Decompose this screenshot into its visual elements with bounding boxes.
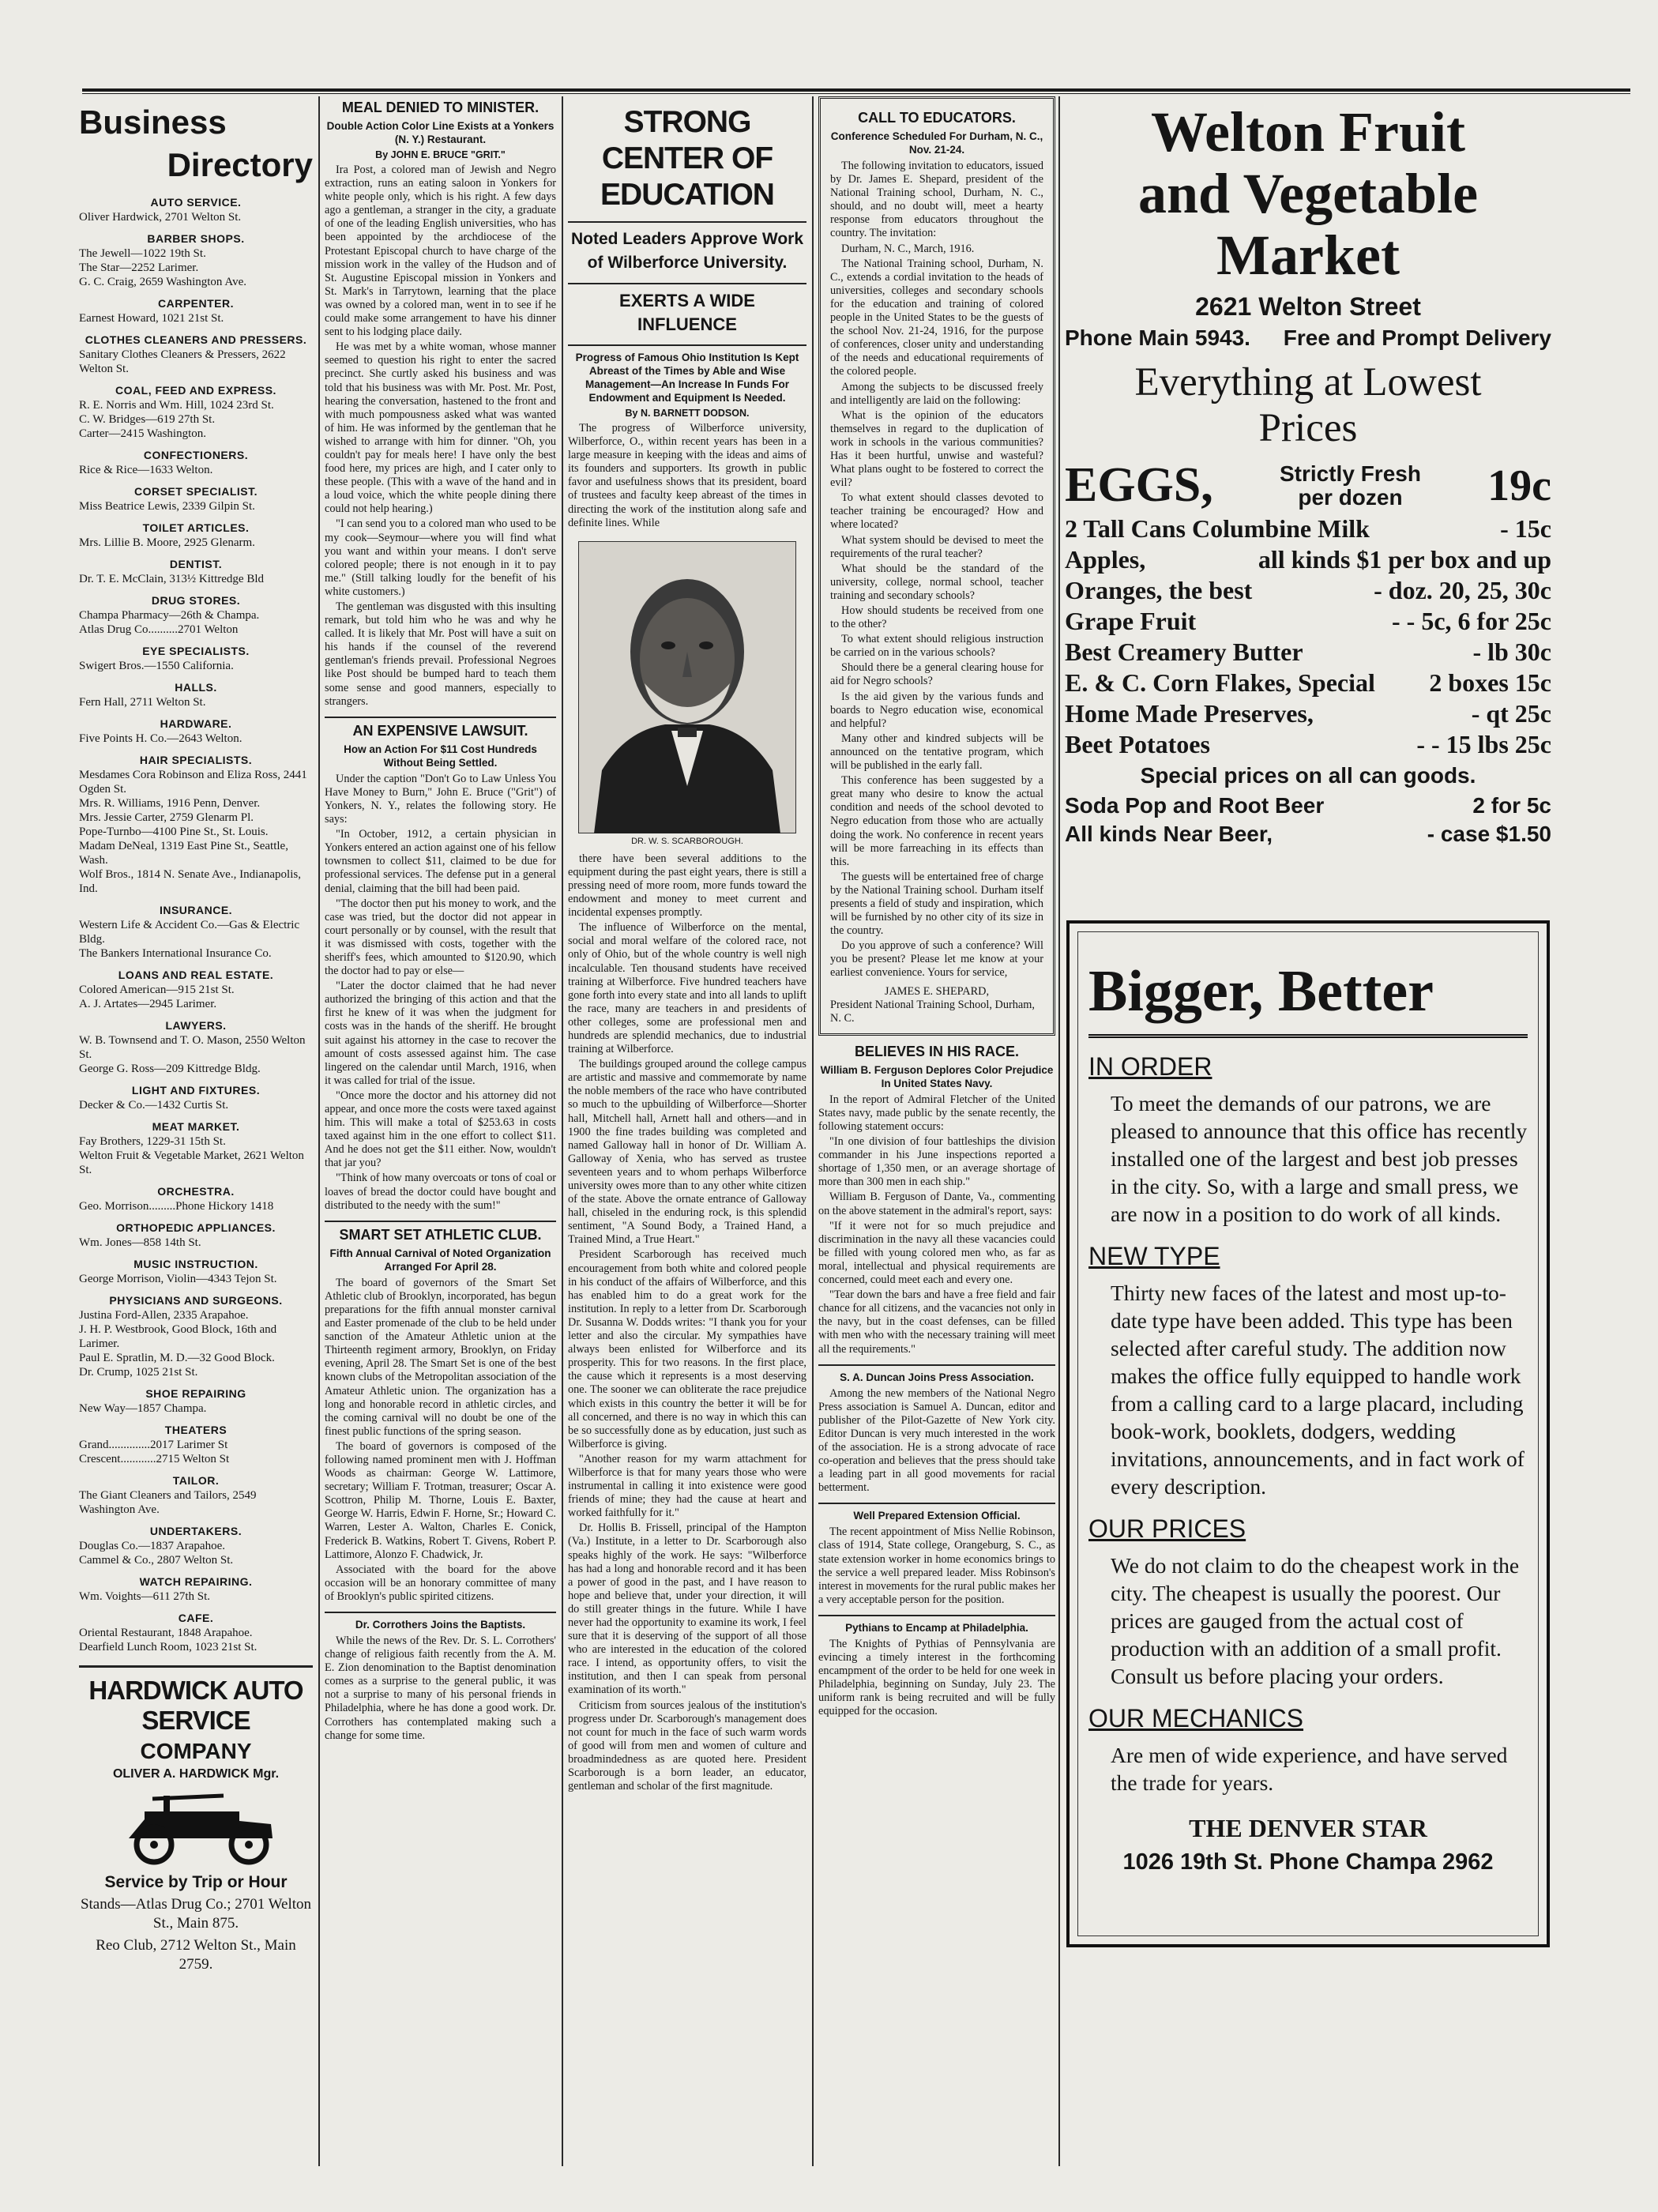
directory-entry: G. C. Craig, 2659 Washington Ave. <box>79 276 246 288</box>
directory-category: UNDERTAKERS. <box>149 1525 242 1537</box>
directory-entry: Champa Pharmacy—26th & Champa. <box>79 609 260 622</box>
column-four <box>818 96 1055 2182</box>
article-paragraph: President Scarborough has received much encouragement from both white and colored people in his conduct of the affairs of Wilberforce, and this has enabled him to do a great work for the institution. In reply to a letter from Dr. Scarborough Dr. Susanna W. Dodds writes: "I thank you for your letter and also the circular. My sympathies have always been enlisted for Wilberforce and its prosperity. This for two reasons. In the first place, the cause which it represents is a most deserving one. The sooner we can obliterate the race prejudice which exists in this country the better it will be for all concerned, and there is no way in which this can be so successfully done as by education, just such as Wilberforce is giving. <box>568 1248 806 1450</box>
directory-entry: Western Life & Accident Co.—Gas & Electric Bldg. <box>79 919 300 946</box>
eggs-price: 19c <box>1487 461 1551 510</box>
directory-category: COAL, FEED AND EXPRESS. <box>115 384 276 397</box>
directory-list <box>79 196 313 1654</box>
article-paragraph: "Another reason for my warm attachment for Wilberforce is that for many years those who were instrumental in calling it into existence were good friends of mine; they had the cause at heart and worked faithfully for it." <box>568 1452 806 1520</box>
article-paragraph: To what extent should classes devoted to teacher training be encouraged? How and where located? <box>830 491 1043 532</box>
item-name: Soda Pop and Root Beer <box>1065 793 1325 818</box>
directory-category: HAIR SPECIALISTS. <box>139 754 253 766</box>
directory-entry: Wm. Voights—611 27th St. <box>79 1590 210 1603</box>
article-paragraph: "In October, 1912, a certain physician in Yonkers entered an action against one of his fellow townsmen to collect $11, claimed to be due for professional services. The defense put in a general denial, claiming that the bill had been paid. <box>325 828 556 895</box>
article-paragraph: "The doctor then put his money to work, and the case was tried, but the doctor did not appear in court personally or by counsel, with the result that it was dismissed with costs, together with the sheriff's fees, which amounted to $120.90, which the doctor had to pay or else— <box>325 897 556 978</box>
directory-entry: Pope-Turnbo—4100 Pine St., St. Louis. <box>79 826 269 838</box>
article-paragraph: William B. Ferguson of Dante, Va., commenting on the above statement in the admiral's report, says: <box>818 1191 1055 1217</box>
article-paragraph: The following invitation to educators, issued by Dr. James E. Shepard, president of the National Training school, Durham, N. C., should, and no doubt will, meet a hearty response from educators throughout the country. The invitation: <box>830 160 1043 240</box>
directory-category: THEATERS <box>164 1424 227 1436</box>
article-paragraph: The National Training school, Durham, N. C., extends a cordial invitation to the heads of universities, colleges and secondary schools for the education and training of colored people in the United States to be the guests of the school Nov. 21-24, 1916, for the purpose of conferences, closer unity and understanding of the needs and educational requirements of the colored people. <box>830 257 1043 378</box>
article-paragraph: Ira Post, a colored man of Jewish and Negro extraction, runs an eating saloon in Yonkers for white people only, which is his right. A few days ago a gentleman, a stranger in the city, a graduate of one of the leading English universities, who has been appointed by the archdiocese of the Protestant Episcopal church to have charge of the mission work in the valley of the Hudson and of St. Augustine Episcopal mission in Yonkers and St. Mark's in Tarrytown, learning that the place was owned by a colored man, went in to see if he could make some arrangement to have his dinner sent to his lodging place daily. <box>325 164 556 339</box>
divider <box>325 717 556 718</box>
directory-category: CONFECTIONERS. <box>143 449 249 461</box>
hardwick-ad-reo: Reo Club, 2712 Welton St., Main 2759. <box>96 1937 296 1973</box>
item-price: - doz. 20, 25, 30c <box>1374 576 1551 604</box>
directory-category: EYE SPECIALISTS. <box>142 645 250 657</box>
portrait-photo <box>578 541 796 833</box>
directory-entry: A. J. Artates—2945 Larimer. <box>79 998 217 1010</box>
item-price: - lb 30c <box>1472 638 1551 666</box>
divider <box>818 1364 1055 1366</box>
article-headline: MEAL DENIED TO MINISTER. <box>341 100 540 115</box>
eggs-desc: Strictly Fresh per dozen <box>1279 461 1421 510</box>
price-row <box>1065 514 1551 544</box>
article-paragraph: In the report of Admiral Fletcher of the United States navy, made public by the senate recently, the following statement occurs: <box>818 1093 1055 1133</box>
article-paragraph: While the news of the Rev. Dr. S. L. Corrothers' change of religious faith recently from the A. M. E. Zion denomination to the Baptist denomination comes as a surprise to the general public, it was not a surprise to many of his personal friends in Philadelphia, where he has done a good work. Dr. Corrothers has contemplated making such a change for some time. <box>325 1635 556 1742</box>
item-price: - - 5c, 6 for 25c <box>1392 607 1551 635</box>
divider <box>818 1615 1055 1616</box>
directory-entry: Crescent............2715 Welton St <box>79 1453 230 1465</box>
article-headline: Dr. Corrothers Joins the Baptists. <box>355 1619 526 1631</box>
column-rule <box>1058 96 1060 2166</box>
directory-entry: Cammel & Co., 2807 Welton St. <box>79 1554 234 1567</box>
article-paragraph: Do you approve of such a conference? Will you be present? Please let me know at your earliest convenience. Yours for service, <box>830 939 1043 980</box>
article-headline: SMART SET ATHLETIC CLUB. <box>339 1226 542 1243</box>
directory-entry: R. E. Norris and Wm. Hill, 1024 23rd St. <box>79 399 274 412</box>
eggs-row <box>1065 457 1551 514</box>
column-rule <box>562 96 563 2166</box>
directory-category: SHOE REPAIRING <box>145 1387 246 1400</box>
article-paragraph: The buildings grouped around the college campus are artistic and massive and commemorate by name the noble members of the race who have contributed so much to the upbuilding of Wilberforce—Shorter hall, Mitchell hall, Arnett hall and others—and in 1900 the fine trades building was completed and named Galloway hall in honor of Dr. William A. Galloway of Xenia, who has served as trustee seventeen years and to whom perhaps Wilberforce university owes more than to any other white citizen of the state. Above the ornate entrance of Galloway hall, chiseled in the enduring rock, is this splendid sentiment, "A Sound Body, a Trained Hand, a Trained Mind, a True Heart." <box>568 1058 806 1247</box>
price-row <box>1065 606 1551 637</box>
article-paragraph: Many other and kindred subjects will be announced on the tentative program, which will be published in the early fall. <box>830 732 1043 773</box>
directory-entry: Oliver Hardwick, 2701 Welton St. <box>79 211 242 224</box>
market-slogan: Everything at Lowest Prices <box>1134 360 1482 450</box>
directory-category: CORSET SPECIALIST. <box>133 485 258 498</box>
article-paragraph: The Knights of Pythias of Pennsylvania are evincing a timely interest in the forthcoming encampment of the order to be held for one week in Philadelphia, beginning on Sunday, July 23. The uniform rank is being recruited and will be fully equipped for the occasion. <box>818 1637 1055 1718</box>
price-row <box>1065 668 1551 698</box>
directory-entry: Dr. Crump, 1025 21st St. <box>79 1366 198 1379</box>
directory-entry: Mrs. Lillie B. Moore, 2925 Glenarm. <box>79 536 255 549</box>
directory-entry: Geo. Morrison.........Phone Hickory 1418 <box>79 1200 274 1213</box>
article-subhead: Fifth Annual Carnival of Noted Organization Arranged For April 28. <box>329 1247 551 1273</box>
market-title: and Vegetable <box>1137 162 1479 225</box>
directory-entry: Oriental Restaurant, 1848 Arapahoe. <box>79 1627 253 1639</box>
article-summary: Progress of Famous Ohio Institution Is Kept Abreast of the Times by Able and Wise Management—An Increase In Funds For Endowment and Equipment Is Needed. <box>575 352 799 404</box>
item-price: - - 15 lbs 25c <box>1416 730 1551 758</box>
top-rule <box>82 88 1630 92</box>
article-paragraph: "Later the doctor claimed that he had never authorized the bringing of this action and that the first he knew of it was when the judgment for costs was in the hands of the sheriff. He brought suit against his attorney in the case to recover the amount of costs assessed against him. The case lingered on the calendar until March, 1916, when it was called for trial of the issue. <box>325 980 556 1087</box>
market-phone: Phone Main 5943. <box>1065 325 1250 350</box>
article-paragraph: The board of governors of the Smart Set Athletic club of Brooklyn, incorporated, has begun preparations for the fifth annual monster carnival and Easter promenade of the club to be held under sanction of the Amateur Athletic union at the Thirteenth regiment armory, Brooklyn, on Friday evening, April 28. The Smart Set is one of the best known clubs of the Metropolitan association of the Amateur Athletic union. The organization has a long and honorable record in athletic circles, and the coming carnival will no doubt be one of the finest public functions of the spring season. <box>325 1276 556 1438</box>
directory-category: TAILOR. <box>172 1474 220 1487</box>
section-heading: OUR MECHANICS <box>1088 1704 1304 1732</box>
directory-entry: Mrs. R. Williams, 1916 Penn, Denver. <box>79 797 261 810</box>
hardwick-ad <box>79 1665 313 1974</box>
directory-entry: Atlas Drug Co..........2701 Welton <box>79 623 239 636</box>
price-list <box>1065 514 1551 760</box>
hardwick-ad-company: COMPANY <box>140 1739 252 1763</box>
divider <box>325 1221 556 1222</box>
directory-entry: Decker & Co.—1432 Curtis St. <box>79 1099 229 1112</box>
price-row <box>1065 820 1551 848</box>
directory-category: CAFE. <box>178 1612 214 1624</box>
photo-caption: DR. W. S. SCARBOROUGH. <box>631 836 743 846</box>
eggs-label: EGGS, <box>1065 458 1213 512</box>
market-phone-row <box>1065 325 1551 352</box>
publisher-address: 1026 19th St. Phone Champa 2962 <box>1122 1849 1494 1875</box>
directory-entry: J. H. P. Westbrook, Good Block, 16th and Larimer. <box>79 1323 277 1350</box>
column-rule <box>318 96 320 2166</box>
directory-entry: The Giant Cleaners and Tailors, 2549 Washington Ave. <box>79 1489 257 1516</box>
article-paragraph: The influence of Wilberforce on the mental, social and moral welfare of the colored race, not only of Ohio, but of the whole country is well nigh incalculable. Ten thousand students have received training at Wilberforce. Five hundred teachers have gone forth into every state and into all lands to uplift the race, many are teachers in and presidents of other colleges, some are professional men and hundreds are splendid mechanics, due to industrial training at Wilberforce. <box>568 921 806 1056</box>
directory-entry: Earnest Howard, 1021 21st St. <box>79 312 224 325</box>
article-paragraph: Associated with the board for the above occasion will be an honorary committee of many of Brooklyn's public spirited citizens. <box>325 1563 556 1603</box>
directory-entry: New Way—1857 Champa. <box>79 1402 207 1415</box>
directory-entry: Rice & Rice—1633 Welton. <box>79 464 213 476</box>
item-price: 2 boxes 15c <box>1429 668 1551 697</box>
market-title: Welton Fruit <box>1151 101 1465 164</box>
article-headline: Pythians to Encamp at Philadelphia. <box>845 1621 1028 1634</box>
directory-category: CLOTHES CLEANERS AND PRESSERS. <box>85 333 307 346</box>
article-subhead: Double Action Color Line Exists at a Yonkers (N. Y.) Restaurant. <box>326 120 555 145</box>
business-directory <box>79 96 313 2182</box>
directory-category: LIGHT AND FIXTURES. <box>131 1084 261 1097</box>
article-paragraph: To what extent should religious instruction be carried on in the various schools? <box>830 633 1043 660</box>
item-name: Beet Potatoes <box>1065 730 1210 758</box>
ad-title: Bigger, Better <box>1088 960 1528 1038</box>
item-name: 2 Tall Cans Columbine Milk <box>1065 514 1370 543</box>
directory-category: LOANS AND REAL ESTATE. <box>118 969 274 981</box>
item-name: E. & C. Corn Flakes, Special <box>1065 668 1375 697</box>
article-headline: BELIEVES IN HIS RACE. <box>854 1043 1020 1059</box>
article-subhead: William B. Ferguson Deplores Color Prejudice In United States Navy. <box>820 1063 1054 1089</box>
directory-category: HALLS. <box>175 681 217 694</box>
directory-entry: Fay Brothers, 1229-31 15th St. <box>79 1135 226 1148</box>
column-two <box>325 96 556 2182</box>
signature-title: President National Training School, Durham, N. C. <box>830 998 1035 1025</box>
article-paragraph: The progress of Wilberforce university, Wilberforce, O., within recent years has been in a large measure in keeping with the ideas and aims of its founders and supporters. Its growth in public favor and usefulness shows that its president, board of trustees and faculty keep abreast of the times in directing the work of the institution along safe and definite lines. While <box>568 422 806 529</box>
directory-entry: W. B. Townsend and T. O. Mason, 2550 Welton St. <box>79 1034 306 1061</box>
top-rule-thin <box>82 93 1630 94</box>
article-subhead: How an Action For $11 Cost Hundreds Without Being Settled. <box>344 743 537 769</box>
article-paragraph: What is the opinion of the educators themselves in regard to the duplication of work in schools in the various communities? Has it been hurtful, unwise and wasteful? What plans ought to be fostered to correct the evil? <box>830 408 1043 490</box>
item-name: All kinds Near Beer, <box>1065 822 1273 846</box>
directory-category: BARBER SHOPS. <box>147 232 245 245</box>
directory-category: MUSIC INSTRUCTION. <box>133 1258 258 1270</box>
section-text: We do not claim to do the cheapest work in the city. The cheapest is usually the poorest. Our prices are gauged from the actual cost of production with an addition of a small profit. Consult us before placing your orders. <box>1111 1553 1520 1688</box>
article-paragraph: The guests will be entertained free of charge by the National Training school. Durham itself presents a field of study and inspiration, which will be furnished by no other city of its size in the country. <box>830 870 1043 938</box>
directory-entry: Madam DeNeal, 1319 East Pine St., Seattle, Wash. <box>79 840 288 867</box>
article-paragraph: Among the new members of the National Negro Press association is Samuel A. Duncan, editor and publisher of the Pilot-Gazette of New York city. Editor Duncan is very much interested in the work of the association. He is a strong advocate of race co-operation and believes that the press should take a leading part in all good movements for racial betterment. <box>818 1386 1055 1495</box>
directory-category: ORCHESTRA. <box>157 1185 235 1198</box>
article-paragraph: Should there be a general clearing house for aid for Negro schools? <box>830 661 1043 688</box>
price-row <box>1065 729 1551 760</box>
article-paragraph: Is the aid given by the various funds and boards to Negro education wise, economical and helpful? <box>830 690 1043 730</box>
article-subhead: Noted Leaders Approve Work of Wilberforce University. <box>570 230 804 272</box>
directory-entry: Dr. T. E. McClain, 313½ Kittredge Bld <box>79 573 265 585</box>
directory-entry: Mesdames Cora Robinson and Eliza Ross, 2441 Ogden St. <box>79 769 307 796</box>
directory-entry: Sanitary Clothes Cleaners & Pressers, 2622 Welton St. <box>79 348 286 375</box>
directory-entry: George G. Ross—209 Kittredge Bldg. <box>79 1063 261 1075</box>
directory-category: DRUG STORES. <box>151 594 241 607</box>
directory-category: PHYSICIANS AND SURGEONS. <box>109 1294 283 1307</box>
hardwick-ad-manager: OLIVER A. HARDWICK Mgr. <box>112 1767 280 1781</box>
item-name: Apples, <box>1065 545 1146 574</box>
directory-entry: Justina Ford-Allen, 2335 Arapahoe. <box>79 1309 249 1322</box>
article-paragraph: What system should be devised to meet the requirements of the rural teacher? <box>830 533 1043 560</box>
directory-entry: Carter—2415 Washington. <box>79 427 206 440</box>
directory-category: MEAT MARKET. <box>152 1120 240 1133</box>
hardwick-ad-service: Service by Trip or Hour <box>104 1873 288 1891</box>
article-paragraph: Durham, N. C., March, 1916. <box>841 242 975 255</box>
directory-category: HARDWARE. <box>160 717 232 730</box>
item-name: Grape Fruit <box>1065 607 1197 635</box>
price-row <box>1065 575 1551 606</box>
market-delivery: Free and Prompt Delivery <box>1283 325 1551 350</box>
section-heading: NEW TYPE <box>1088 1242 1220 1270</box>
directory-category: WATCH REPAIRING. <box>139 1575 253 1588</box>
directory-entry: The Bankers International Insurance Co. <box>79 947 272 960</box>
price-row <box>1065 544 1551 575</box>
article-paragraph: The gentleman was disgusted with this insulting remark, but told him who he was and why he called. It is likely that Mr. Post will have a suit on his hands if the counsel of the reverend gentleman's friends prevail. Professional Negroes like Post should be bumped hard to teach them some sense and good manners, especially to strangers. <box>325 600 556 708</box>
directory-entry: Wolf Bros., 1814 N. Senate Ave., Indianapolis, Ind. <box>79 868 301 895</box>
article-paragraph: there have been several additions to the equipment during the past eight years, there is still a pressing need of more room, more funds toward the endowment and money to meet current and incidental expenses promptly. <box>568 852 806 920</box>
directory-entry: George Morrison, Violin—4343 Tejon St. <box>79 1273 277 1285</box>
article-paragraph: The recent appointment of Miss Nellie Robinson, class of 1914, State college, Orangeburg, S. C., as state extension worker in home economics brings to the service a well prepared leader. Miss Robinson's interest in movements for the rural public makes her a very acceptable person for the position. <box>818 1525 1055 1606</box>
price-list-2 <box>1065 792 1551 848</box>
article-paragraph: What should be the standard of the university, college, normal school, teacher training and secondary schools? <box>830 562 1043 602</box>
article-headline: S. A. Duncan Joins Press Association. <box>840 1371 1034 1383</box>
item-price: - 15c <box>1500 514 1551 543</box>
divider <box>568 344 806 346</box>
directory-entry: Colored American—915 21st St. <box>79 984 235 996</box>
market-title: Market <box>1216 224 1400 287</box>
welton-market-ad <box>1065 101 1551 923</box>
directory-entry: Douglas Co.—1837 Arapahoe. <box>79 1540 225 1552</box>
price-row <box>1065 637 1551 668</box>
directory-category: LAWYERS. <box>165 1019 227 1032</box>
directory-entry: Five Points H. Co.—2643 Welton. <box>79 732 242 745</box>
item-price: - case $1.50 <box>1427 822 1551 846</box>
article-paragraph: How should students be received from one to the other? <box>830 604 1043 631</box>
article-headline: CALL TO EDUCATORS. <box>858 110 1016 126</box>
divider <box>325 1612 556 1613</box>
hardwick-ad-title: HARDWICK AUTO SERVICE <box>88 1676 303 1735</box>
article-paragraph: Among the subjects to be discussed freely and intelligently are laid on the following: <box>830 380 1043 407</box>
column-three <box>568 96 806 2182</box>
denver-star-ad <box>1066 920 1550 1947</box>
column-rule <box>812 96 814 2166</box>
directory-entry: Wm. Jones—858 14th St. <box>79 1236 201 1249</box>
section-text: To meet the demands of our patrons, we are pleased to announce that this office has recently installed one of the largest and best job presses in the city. So, with a large and small press, we are now in a position to do work of all kinds. <box>1111 1091 1528 1226</box>
item-price: - qt 25c <box>1471 699 1551 728</box>
article-paragraph: "Once more the doctor and his attorney did not appear, and once more the costs were taxed against him. This will make a total of $253.63 in costs taxed against him in the one effort to collect $11. And he does not get the $11 either. Now, wouldn't that jar you? <box>325 1089 556 1170</box>
directory-category: TOILET ARTICLES. <box>142 521 250 534</box>
item-name: Best Creamery Butter <box>1065 638 1303 666</box>
directory-entry: The Jewell—1022 19th St. <box>79 247 206 260</box>
directory-entry: Swigert Bros.—1550 California. <box>79 660 234 672</box>
directory-title: Business Directory <box>79 103 313 183</box>
divider <box>568 283 806 284</box>
article-paragraph: He was met by a white woman, whose manner seemed to question his right to enter the sacred precinct. She curtly asked his business and was told that his business was with Mr. Post. Mr. Post, hearing the conversation, hastened to the front and with much pompousness asked what was wanted of him. He was informed by the gentleman that he wished to arrange with him for dinner. "Oh, you couldn't pay for meals here! I have only the best food here, my prices are high, and I cater only to these people. (This with a wave of the hand and in a loud voice, which the white people dining there could not help hearing.) <box>325 340 556 516</box>
article-paragraph: The board of governors is composed of the following named prominent men with J. Hoffman Woods as chairman: George W. Lattimore, secretary; William F. Trotman, treasurer; Oscar A. Scottron, Philip M. Thorne, Louis E. Baxter, George W. Harris, Edwin F. Horne, Sr.; Howard C. Warren, Lester A. Walton, Charles E. Conick, Frederick B. Watkins, Robert T. Givens, Robert P. Lattimore, Alonzo F. Chadwick, Jr. <box>325 1439 556 1561</box>
section-heading: OUR PRICES <box>1088 1514 1246 1543</box>
article-paragraph: "I can send you to a colored man who used to be my cook—Seymour—where you will find what you want and within your means. I don't serve colored people; there is not enough in it to pay me." (Still talking loudly for the benefit of his white customers.) <box>325 517 556 598</box>
directory-entry: Mrs. Jessie Carter, 2759 Glenarm Pl. <box>79 811 254 824</box>
directory-category: DENTIST. <box>169 558 223 570</box>
section-text: Thirty new faces of the latest and most up-to-date type have been added. This type has been selected after careful study. The addition now makes the office fully equipped to handle work from a calling card to a large placard, including book-work, booklets, dodgers, wedding invitations, announcements, and in fact work of every description. <box>1111 1281 1525 1499</box>
article-paragraph: "Tear down the bars and have a free field and fair chance for all citizens, and the vacancies not only in the navy, but in the coast defenses, can be filled with men who with the necessary training will meet all the requirements." <box>818 1288 1055 1356</box>
directory-category: INSURANCE. <box>159 904 233 916</box>
article-paragraph: This conference has been suggested by a great many who desire to know the actual condition and needs of the school devoted to Negro education from those who are actually doing the work. No conference in recent years will be more farreaching in its effects than this. <box>830 774 1043 868</box>
divider <box>568 221 806 223</box>
directory-entry: Grand..............2017 Larimer St <box>79 1439 228 1451</box>
directory-entry: The Star—2252 Larimer. <box>79 261 199 274</box>
article-byline: By N. BARNETT DODSON. <box>625 408 750 419</box>
call-to-educators-box <box>818 96 1055 1036</box>
item-price: 2 for 5c <box>1472 793 1551 818</box>
article-headline: AN EXPENSIVE LAWSUIT. <box>352 722 528 739</box>
article-subhead: EXERTS A WIDE INFLUENCE <box>619 291 755 334</box>
article-headline: STRONG CENTER OF EDUCATION <box>600 105 774 212</box>
article-paragraph: "In one division of four battleships the division commander in his June inspections reported a shortage of 1,350 men, or an average shortage of more than 300 men in each ship." <box>818 1135 1055 1189</box>
directory-entry: Dearfield Lunch Room, 1023 21st St. <box>79 1641 258 1653</box>
publisher-name: THE DENVER STAR <box>1189 1814 1427 1842</box>
directory-entry: Welton Fruit & Vegetable Market, 2621 Welton St. <box>79 1149 304 1176</box>
directory-category: ORTHOPEDIC APPLIANCES. <box>116 1221 276 1234</box>
directory-entry: Fern Hall, 2711 Welton St. <box>79 696 206 709</box>
article-paragraph: Dr. Hollis B. Frissell, principal of the Hampton (Va.) Institute, in a letter to Dr. Scarborough also speaks highly of the work. He says: "Wilberforce has had a long and honorable record and it has been a power of good in the past, and I have reason to hope and believe that, under your direction, it will do still greater things in the future. While I have never had the opportunity to examine its work, I feel sure that it is deserving of the support of all those who are interested in the education of the colored race. I intend, as opportunity offers, to visit the institution, and then I can speak from personal examination of its worth." <box>568 1522 806 1697</box>
section-text: Are men of wide experience, and have served the trade for years. <box>1111 1743 1508 1795</box>
article-paragraph: "If it were not for so much prejudice and discrimination in the navy all these vacancies could be filled with young colored men who, as far as moral, intellectual and physical requirements are concerned, could meet each and every one. <box>818 1219 1055 1287</box>
divider <box>818 1503 1055 1504</box>
special-prices: Special prices on all can goods. <box>1140 763 1476 788</box>
article-paragraph: Under the caption "Don't Go to Law Unless You Have Money to Burn," John E. Bruce ("Grit") of Yonkers, N. Y., relates the following story. He says: <box>325 772 556 826</box>
article-paragraph: "Think of how many overcoats or tons of coal or loaves of bread the doctor could have bought and distributed to the needy with the sum!" <box>325 1172 556 1212</box>
section-heading: IN ORDER <box>1088 1052 1212 1081</box>
item-name: Home Made Preserves, <box>1065 699 1314 728</box>
hardwick-ad-stands: Stands—Atlas Drug Co.; 2701 Welton St., Main 875. <box>80 1896 312 1932</box>
price-row <box>1065 698 1551 729</box>
directory-category: CARPENTER. <box>157 297 234 310</box>
market-address: 2621 Welton Street <box>1195 292 1421 321</box>
signature: JAMES E. SHEPARD, <box>884 984 990 998</box>
directory-category: AUTO SERVICE. <box>150 196 242 209</box>
item-name: Oranges, the best <box>1065 576 1253 604</box>
automobile-icon <box>97 1788 295 1867</box>
directory-entry: C. W. Bridges—619 27th St. <box>79 413 216 426</box>
article-byline: By JOHN E. BRUCE "GRIT." <box>375 149 506 160</box>
directory-entry: Paul E. Spratlin, M. D.—32 Good Block. <box>79 1352 275 1364</box>
directory-entry: Miss Beatrice Lewis, 2339 Gilpin St. <box>79 500 255 513</box>
article-paragraph: Criticism from sources jealous of the institution's progress under Dr. Scarborough's management does not count for much in the face of such warm words of good will from men and women of culture and broadmindedness as are quoted here. President Scarborough is a born leader, an educator, gentleman and scholar of the first magnitude. <box>568 1698 806 1793</box>
price-row <box>1065 792 1551 820</box>
item-price: all kinds $1 per box and up <box>1258 545 1551 574</box>
article-subhead: Conference Scheduled For Durham, N. C., Nov. 21-24. <box>830 130 1043 156</box>
article-headline: Well Prepared Extension Official. <box>853 1510 1021 1522</box>
